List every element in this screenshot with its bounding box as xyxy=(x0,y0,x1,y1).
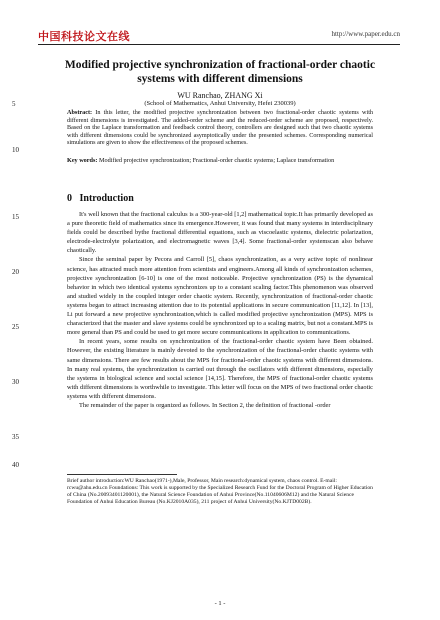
page-header xyxy=(38,28,400,42)
line-number: 10 xyxy=(12,146,19,154)
keywords-text: Modified projective synchronization; Fractional-order chaotic systems; Laplace transformation xyxy=(98,157,335,164)
line-number: 30 xyxy=(12,378,19,386)
footnote-rule xyxy=(67,474,177,475)
paragraph: The remainder of the paper is organized as follows. In Section 2, the definition of fractional -order xyxy=(79,401,331,409)
footnote: Brief author introduction:WU Ranchao(1971-),Male, Professor, Main research:dynamical system, chaos control. E-mail: rcwu@ahu.edu.cn Foundations: This work is supported by the Specialized Research Fund for the Doctoral Program of Higher Education of China (No.20093401120001), the Natural Science Foundation of Anhui Province(No.11040606M12) and the Natural Science Foundation of Anhui Education Bureau (No.KJ2010A035), 211 project of Anhui University(No.KJTD002B). xyxy=(67,478,373,505)
abstract-label: Abstract: xyxy=(67,109,93,116)
section-heading xyxy=(67,193,134,204)
abstract xyxy=(67,109,373,147)
site-logo: 中国科技论文在线 xyxy=(38,30,130,43)
line-number: 20 xyxy=(12,268,19,276)
paragraph: It's well known that the fractional calculus is a 300-year-old [1,2] mathematical topic.It has primarily developed as a pure theoretic field of mathematics since its emergence.However, it was found that many systems in interdisciplinary fields could be described bythe fractional differential equations, such as viscoelastic systems, dielectric polarization, electrode-electrolyte polarization, and electromagnetic waves [3,4]. Some fractional-order systemscan also behave chaotically. xyxy=(67,211,373,255)
paragraph: Since the seminal paper by Pecora and Carroll [5], chaos synchronization, as a very active topic of nonlinear science, has attracted much more attention from scientists and engineers.Among all kinds of synchronization schemes, projective synchronization [6-10] is one of the most noticeable. Projective synchronization (PS) is the dynamical behavior in which two identical systems synchronizes up to a constant scaling factor.This phenomenon was observed and studied widely in the coupled integer order chaotic system. Recently, synchronization of fractional-order chaotic systems began to attract increasing attention due to its potential applications in secure communication [11,12]. In [13], Li put forward a new projective synchronization,which is called modified projective synchronization (MPS). MPS is characterized that the master and slave systems could be synchronized up to a scaling matrix, but not a constant.MPS is more general than PS and could be used to get more secure communications in application to communications. xyxy=(67,256,373,337)
body-text xyxy=(67,210,373,410)
keywords-label: Key words: xyxy=(67,157,98,164)
abstract-text: In this letter, the modified projective synchronization between two fractional-order chaotic systems with different dimensions is investigated. The added-order scheme and the reduced-order scheme are proposed, respectively. Based on the Laplace transformation and feedback control theory, controllers are designed such that two chaotic systems with different dimensions could be synchronized asymptotically under the presented schemes. Corresponding numerical simulations are given to show the effectiveness of the proposed schemes. xyxy=(67,109,374,147)
site-url[interactable]: http://www.paper.edu.cn xyxy=(331,30,400,38)
header-rule xyxy=(38,44,400,45)
section-title: Introduction xyxy=(79,193,134,204)
line-number: 35 xyxy=(12,433,19,441)
authors: WU Ranchao, ZHANG Xi xyxy=(177,91,263,100)
line-number: 40 xyxy=(12,461,19,469)
page-number: - 1 - xyxy=(214,600,226,607)
line-number: 5 xyxy=(12,100,16,108)
line-number: 15 xyxy=(12,213,19,221)
paper-title: Modified projective synchronization of fractional-order chaotic systems with different dimensions xyxy=(64,59,376,85)
paragraph: In recent years, some results on synchronization of the fractional-order chaotic system have Been obtained. However, the existing literature is mainly devoted to the synchronization of the fractional-order chaotic systems with same dimensions. There are few results about the MPS for fractional-order chaotic systems with different dimensions. In many real systems, the synchronization is carried out through the oscillators with different dimensions, especially the systems in biological science and social science [14,15]. Therefore, the MPS of fractional-order chaotic systems with different dimensions is worthwhile to investigate. This letter will focus on the MPS of two fractional order chaotic systems with different dimensions. xyxy=(67,338,373,400)
affiliation: (School of Mathematics, Anhui University, Hefei 230039) xyxy=(144,100,296,107)
keywords xyxy=(67,157,373,165)
line-number: 25 xyxy=(12,323,19,331)
section-number: 0 xyxy=(67,193,72,204)
